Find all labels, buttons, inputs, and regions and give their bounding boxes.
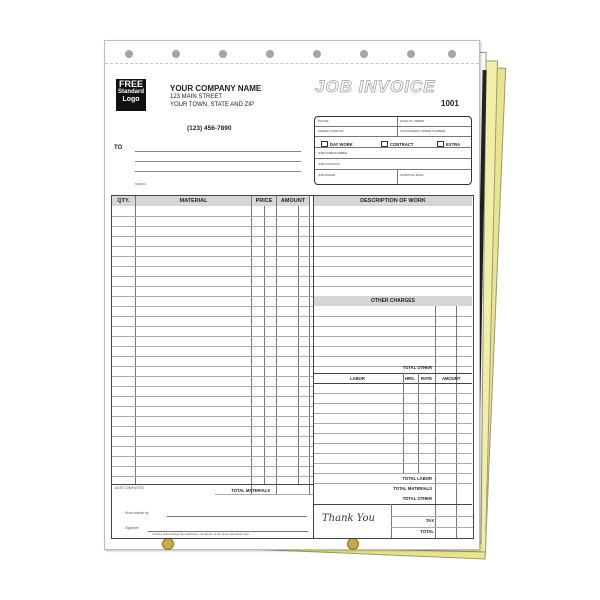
phone-label: PHONE [318,119,329,123]
binder-hole [360,50,368,58]
binder-hole [266,50,274,58]
column-divider [276,196,277,494]
material-row[interactable] [112,396,313,397]
description-row[interactable] [314,276,472,277]
logo-line-1: FREE [118,79,143,89]
labor-amount-header: AMOUNT [442,376,461,381]
binder-hole [407,50,415,58]
labor-row[interactable] [314,413,472,414]
row-divider [315,169,471,170]
terms-label: TERMS [135,182,146,186]
binder-hole [313,50,321,58]
hrs-header: HRS. [405,376,416,381]
material-row[interactable] [112,316,313,317]
column-divider [397,117,398,136]
checkbox-contract[interactable] [381,141,414,147]
column-divider [391,504,392,538]
other-charge-row[interactable] [314,316,472,317]
company-logo [116,79,146,111]
summary-divider [314,504,472,505]
rate-header: RATE [421,376,433,381]
material-row[interactable] [112,276,313,277]
material-row[interactable] [112,386,313,387]
description-of-work-header: DESCRIPTION OF WORK [314,196,472,206]
material-row[interactable] [112,216,313,217]
description-row[interactable] [314,246,472,247]
section-divider [313,196,314,538]
labor-row[interactable] [314,473,472,474]
to-label: TO [114,145,123,151]
description-row[interactable] [314,216,472,217]
company-address [170,85,261,109]
material-row[interactable] [112,226,313,227]
materials-bottom [112,484,313,485]
total-materials-label: TOTAL MATERIALS [231,488,270,493]
company-city: YOUR TOWN, STATE AND ZIP [170,102,254,108]
material-row[interactable] [112,256,313,257]
material-row[interactable] [112,336,313,337]
description-row[interactable] [314,266,472,267]
material-row[interactable] [112,436,313,437]
starting-date-label: STARTING DATE [400,173,424,177]
total-labor-label: TOTAL LABOR [402,476,432,481]
column-divider [298,206,299,484]
summary-total-materials-label: TOTAL MATERIALS [393,486,432,491]
material-row[interactable] [112,356,313,357]
invoice-number: 1001 [441,99,459,108]
total-materials-rule [215,494,313,495]
labor-row[interactable] [314,453,472,454]
total-label: TOTAL [420,529,434,534]
labor-top [314,373,472,374]
other-charge-row[interactable] [314,356,472,357]
invoice-title: JOB INVOICE [315,77,436,96]
material-row[interactable] [112,266,313,267]
material-row[interactable] [112,306,313,307]
other-charges-header: OTHER CHARGES [314,296,472,306]
material-row[interactable] [112,426,313,427]
row-divider [315,136,471,137]
row-divider [315,147,471,148]
description-row[interactable] [314,286,472,287]
job-location-label: JOB LOCATION [318,162,340,166]
total-rule [391,527,473,528]
customer-order-number-label: CUSTOMER'S ORDER NUMBER [400,129,446,133]
material-row[interactable] [112,476,313,477]
material-row[interactable] [112,346,313,347]
other-charge-row[interactable] [314,326,472,327]
order-taken-by-label: ORDER TAKEN BY [318,129,345,133]
material-row[interactable] [112,416,313,417]
work-ordered-by-label: Work ordered by [125,511,149,515]
labor-row[interactable] [314,443,472,444]
company-street: 123 MAIN STREET [170,94,223,100]
labor-header: LABOR [350,376,365,381]
description-row[interactable] [314,256,472,257]
checkbox-extra-label: EXTRA [446,141,461,147]
work-ordered-by-line[interactable] [167,516,307,517]
column-divider [135,196,136,484]
material-row[interactable] [112,326,313,327]
date-completed-label: DATE COMPLETED [115,486,144,490]
column-divider [309,196,310,494]
material-row[interactable] [112,406,313,407]
checkbox-day-work-label: DAY WORK [330,141,353,147]
logo-line-3: Logo [122,95,140,103]
material-row[interactable] [112,466,313,467]
perforation-line [105,63,479,64]
qty-header: QTY. [112,196,135,206]
address-line[interactable] [135,161,301,162]
material-row[interactable] [112,446,313,447]
company-name: YOUR COMPANY NAME [170,84,262,93]
binding-grommet [162,538,174,550]
labor-row[interactable] [314,403,472,404]
job-name-number-label: JOB NAME/NUMBER [318,151,348,155]
column-divider [251,196,252,494]
material-row[interactable] [112,456,313,457]
invoice-form [104,40,480,550]
binding-grommet [347,538,359,550]
job-info-box [314,116,472,185]
address-line[interactable] [135,151,301,152]
column-divider [264,206,265,484]
checkbox-extra[interactable] [437,141,460,147]
amount-header: AMOUNT [277,196,309,206]
material-row[interactable] [112,376,313,377]
row-divider [315,158,471,159]
tax-rule [391,516,473,517]
total-other-label: TOTAL OTHER [402,365,432,370]
binder-hole [448,50,456,58]
other-charge-row[interactable] [314,336,472,337]
material-row[interactable] [112,286,313,287]
binder-hole [172,50,180,58]
invoice-grid [111,195,474,539]
checkbox-contract-label: CONTRACT [390,141,414,147]
labor-row[interactable] [314,423,472,424]
labor-row[interactable] [314,483,472,484]
other-charge-row[interactable] [314,346,472,347]
signature-label: Signature [125,526,139,530]
description-row[interactable] [314,236,472,237]
job-phone-label: JOB PHONE [318,173,336,177]
address-line[interactable] [135,171,301,172]
binder-hole [125,50,133,58]
logo-line-2: Standard [117,89,144,96]
material-row[interactable] [112,236,313,237]
column-divider [397,169,398,184]
material-row[interactable] [112,296,313,297]
summary-total-other-label: TOTAL OTHER [402,496,432,501]
material-header: MATERIAL [136,196,251,206]
description-row[interactable] [314,226,472,227]
checkbox-day-work[interactable] [321,141,353,147]
row-divider [315,126,471,127]
price-header: PRICE [252,196,276,206]
labor-row[interactable] [314,433,472,434]
thank-you-text: Thank You [322,513,375,524]
tax-label: TAX [425,518,434,523]
material-row[interactable] [112,246,313,247]
labor-row[interactable] [314,393,472,394]
labor-header-bottom [314,383,472,384]
date-of-order-label: DATE OF ORDER [400,119,425,123]
labor-row[interactable] [314,463,472,464]
acknowledgement-text: I hereby acknowledge the satisfactory completion of the above described work. [152,532,250,536]
material-row[interactable] [112,366,313,367]
company-phone: (123) 456-7890 [187,125,232,132]
binder-hole [219,50,227,58]
